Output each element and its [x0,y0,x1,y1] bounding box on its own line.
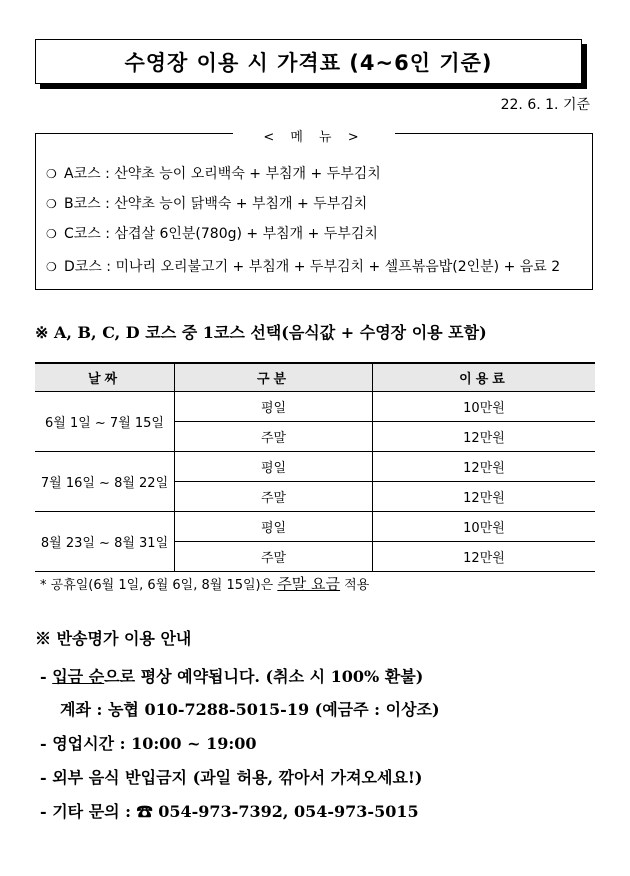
weekend-rate-emphasis: 주말 요금 [277,575,341,593]
circle-bullet-icon: ❍ [46,260,57,274]
header-fee: 이용료 [373,363,596,392]
fee: 10만원 [373,512,596,542]
title-banner [35,39,587,89]
bank-account: 계좌 : 농협 010-7288-5015-19 (예금주 : 이상조) [60,700,440,719]
day-type: 평일 [175,512,373,542]
fee: 12만원 [373,422,596,452]
outside-food-rule: - 외부 음식 반입금지 (과일 허용, 깎아서 가져오세요!) [40,768,423,787]
menu-heading: < 메 뉴 > [36,126,592,145]
date-range: 8월 23일 ~ 8월 31일 [35,512,175,572]
day-type: 평일 [175,392,373,422]
price-table [35,362,595,572]
circle-bullet-icon: ❍ [46,167,57,181]
table-header-row [35,363,595,392]
page-title: 수영장 이용 시 가격표 (4~6인 기준) [35,39,582,84]
fee: 12만원 [373,482,596,512]
basis-date: 22. 6. 1. 기준 [500,97,590,113]
contact-line: - 기타 문의 : ☎ 054-973-7392, 054-973-5015 [40,802,419,821]
menu-item-d: ❍ D코스 : 미나리 오리불고기 + 부침개 + 두부김치 + 셀프볶음밥(2인분) + 음료 2 [46,259,561,275]
day-type: 주말 [175,422,373,452]
day-type: 평일 [175,452,373,482]
phone-icon: ☎ [136,802,153,821]
menu-item-a: ❍ A코스 : 산약초 능이 오리백숙 + 부침개 + 두부김치 [46,166,381,182]
header-type: 구분 [175,363,373,392]
menu-item-c: ❍ C코스 : 삼겹살 6인분(780g) + 부침개 + 두부김치 [46,226,378,242]
business-hours: - 영업시간 : 10:00 ~ 19:00 [40,734,257,753]
fee: 10만원 [373,392,596,422]
fee: 12만원 [373,452,596,482]
header-date: 날짜 [35,363,175,392]
date-range: 6월 1일 ~ 7월 15일 [35,392,175,452]
circle-bullet-icon: ❍ [46,197,57,211]
contact-numbers: 054-973-7392, 054-973-5015 [152,802,419,821]
fee: 12만원 [373,542,596,572]
menu-item-b: ❍ B코스 : 산약초 능이 닭백숙 + 부침개 + 두부김치 [46,196,368,212]
table-row [35,452,595,482]
info-heading: ※ 반송명가 이용 안내 [35,629,192,648]
holiday-note: * 공휴일(6월 1일, 6월 6일, 8월 15일)은 주말 요금 적용 [40,575,370,593]
deposit-order-emphasis: 입금 순 [52,667,105,686]
reservation-line: - 입금 순으로 평상 예약됩니다. (취소 시 100% 환불) [40,667,424,686]
table-row [35,392,595,422]
menu-box [35,130,593,290]
day-type: 주말 [175,482,373,512]
day-type: 주말 [175,542,373,572]
circle-bullet-icon: ❍ [46,227,57,241]
date-range: 7월 16일 ~ 8월 22일 [35,452,175,512]
table-row [35,512,595,542]
course-notice: ※ A, B, C, D 코스 중 1코스 선택(음식값 + 수영장 이용 포함) [35,323,487,342]
